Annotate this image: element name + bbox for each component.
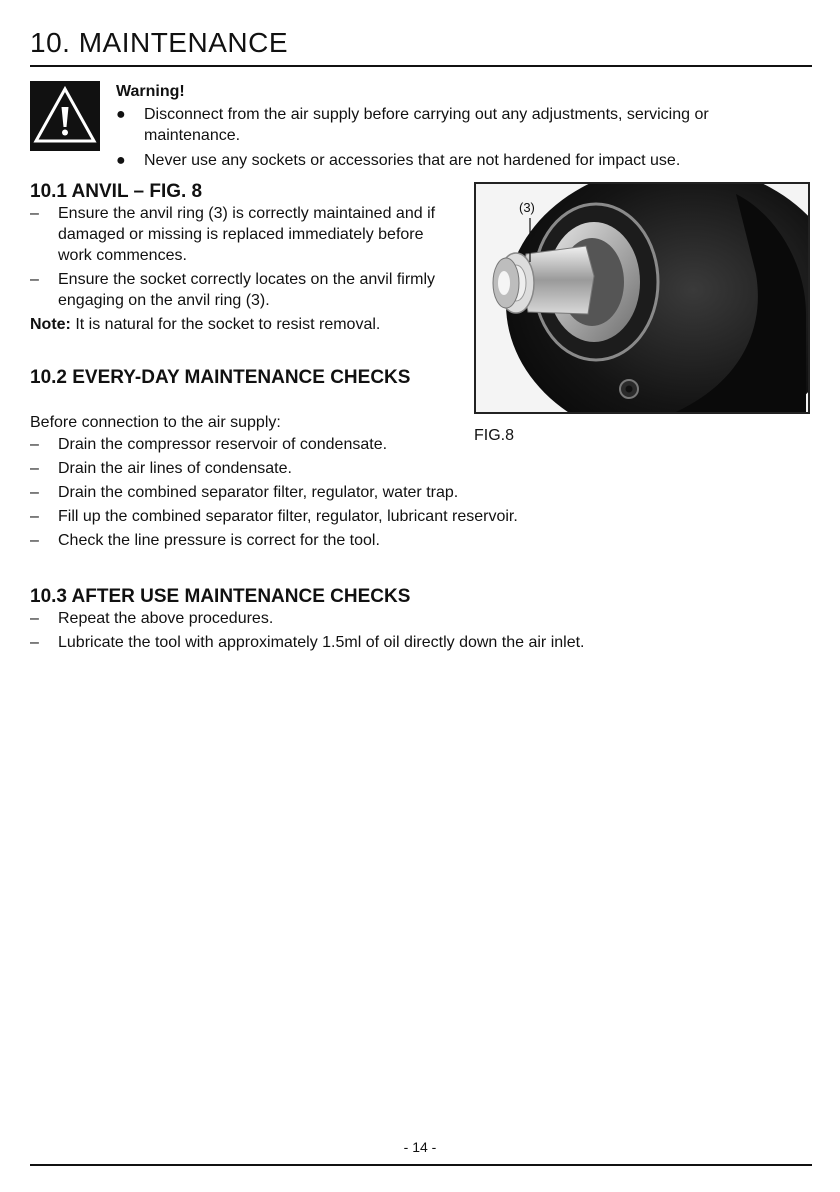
list-item <box>116 150 806 171</box>
list-item <box>116 104 806 146</box>
dash-marker: – <box>30 532 39 549</box>
section-heading-everyday-checks: 10.2 EVERY-DAY MAINTENANCE CHECKS <box>30 367 411 388</box>
everyday-item-text: Drain the compressor reservoir of condensate. <box>58 436 388 453</box>
figure-caption: FIG.8 <box>474 427 515 444</box>
after-use-checks-list <box>30 608 790 656</box>
dash-marker: – <box>30 610 39 627</box>
list-item <box>30 506 790 527</box>
list-item <box>30 203 450 266</box>
dash-marker: – <box>30 634 39 651</box>
footer-divider <box>30 1164 812 1166</box>
dash-marker: – <box>30 460 39 477</box>
everyday-item-text: Fill up the combined separator filter, regulator, lubricant reservoir. <box>58 508 518 525</box>
figure-photo <box>474 182 810 414</box>
section-heading-after-use-checks: 10.3 AFTER USE MAINTENANCE CHECKS <box>30 586 411 607</box>
warning-item-text: Never use any sockets or accessories that are not hardened for impact use. <box>144 152 681 169</box>
bullet-icon: ● <box>116 106 126 123</box>
list-item <box>30 632 790 653</box>
page-title: 10. MAINTENANCE <box>30 27 288 58</box>
list-item <box>30 482 790 503</box>
note-paragraph <box>30 314 460 335</box>
bullet-icon: ● <box>116 152 126 169</box>
note-text: It is natural for the socket to resist removal. <box>75 316 381 333</box>
figure-callout-label: (3) <box>519 200 535 215</box>
after-use-item-text: Repeat the above procedures. <box>58 610 274 627</box>
anvil-list <box>30 203 450 314</box>
warning-heading: Warning! <box>116 83 185 100</box>
list-item <box>30 434 790 455</box>
section-heading-anvil: 10.1 ANVIL – FIG. 8 <box>30 181 203 202</box>
warning-item-text: Disconnect from the air supply before carrying out any adjustments, servicing or maintenance. <box>144 106 709 144</box>
warning-triangle-icon <box>30 81 100 151</box>
everyday-item-text: Drain the combined separator filter, regulator, water trap. <box>58 484 459 501</box>
note-label: Note: <box>30 316 71 333</box>
everyday-intro: Before connection to the air supply: <box>30 414 281 431</box>
impact-wrench-anvil-illustration <box>476 184 808 412</box>
everyday-item-text: Check the line pressure is correct for the tool. <box>58 532 380 549</box>
dash-marker: – <box>30 508 39 525</box>
list-item <box>30 269 450 311</box>
anvil-item-text: Ensure the anvil ring (3) is correctly maintained and if damaged or missing is replaced immediately before work commences. <box>58 205 436 264</box>
anvil-item-text: Ensure the socket correctly locates on the anvil firmly engaging on the anvil ring (3). <box>58 271 436 309</box>
page-number: - 14 - <box>403 1139 437 1155</box>
list-item <box>30 458 790 479</box>
warning-list <box>116 104 806 175</box>
list-item <box>30 608 790 629</box>
dash-marker: – <box>30 271 39 288</box>
dash-marker: – <box>30 484 39 501</box>
dash-marker: – <box>30 436 39 453</box>
list-item <box>30 530 790 551</box>
everyday-checks-list <box>30 434 790 554</box>
everyday-item-text: Drain the air lines of condensate. <box>58 460 292 477</box>
dash-marker: – <box>30 205 39 222</box>
title-divider <box>30 65 812 67</box>
after-use-item-text: Lubricate the tool with approximately 1.5ml of oil directly down the air inlet. <box>58 634 585 651</box>
